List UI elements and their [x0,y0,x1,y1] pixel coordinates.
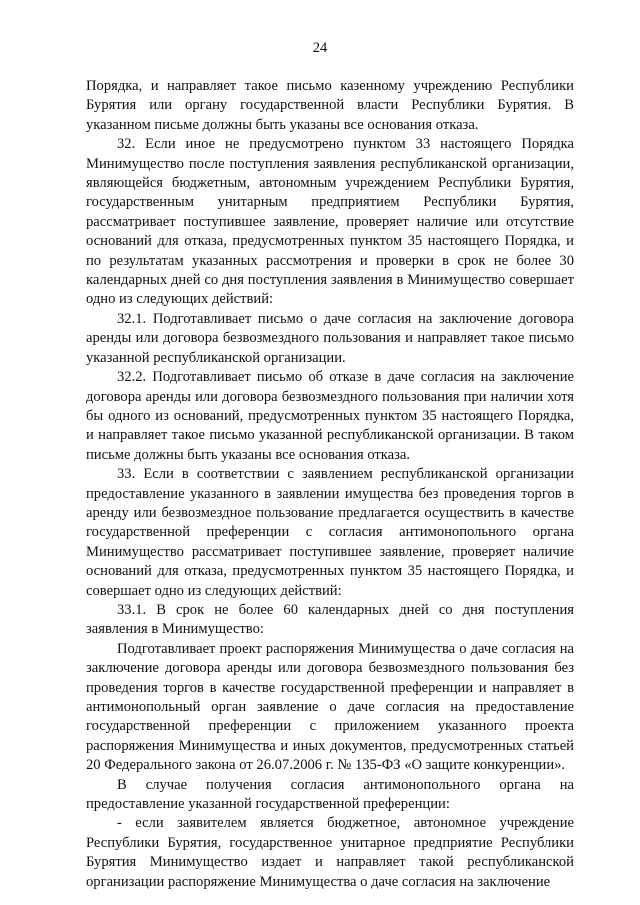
paragraph-clause-33-1: 33.1. В срок не более 60 календарных дней со дня поступления заявления в Минимущество: [86,601,574,638]
paragraph-clause-32-2: 32.2. Подготавливает письмо об отказе в даче согласия на заключение договора аренды или договора безвозмездного пользования при наличии хотя бы одного из оснований, предусмотренных пунктом 35 настоящего Порядка, и направляет такое письмо указанной республиканской организации. В таком письме должны быть указаны все основания отказа. [86,369,574,463]
paragraph-continuation: Порядка, и направляет такое письмо казенному учреждению Республики Бурятия или органу государственной власти Республики Бурятия. В указанном письме должны быть указаны все основания отказа. [86,78,574,133]
document-body [86,77,574,892]
paragraph-clause-33: 33. Если в соответствии с заявлением республиканской организации предоставление указанного в заявлении имущества без проведения торгов в аренду или безвозмездное пользование предлагается осуществить в качестве государственной преференции с согласия антимонопольного органа Минимущество рассматривает поступившее заявление, проверяет наличие оснований для отказа, предусмотренных пунктом 35 настоящего Порядка, и совершает одно из следующих действий: [86,466,574,599]
paragraph-applicant-case: - если заявителем является бюджетное, автономное учреждение Республики Бурятия, государственное унитарное предприятие Республики Бурятия Минимущество издает и направляет такой республиканской организации распоряжение Минимущества о даче согласия на заключение [86,815,574,890]
paragraph-clause-32: 32. Если иное не предусмотрено пунктом 33 настоящего Порядка Минимущество после поступления заявления республиканской организации, являющейся бюджетным, автономным учреждением Республики Бурятия, государственным унитарным предприятием Республики Бурятия, рассматривает поступившее заявление, проверяет наличие или отсутствие оснований для отказа, предусмотренных пунктом 35 настоящего Порядка, и по результатам указанных рассмотрения и проверки в срок не более 30 календарных дней со дня поступления заявления в Минимущество совершает одно из следующих действий: [86,136,574,308]
paragraph-draft-order: Подготавливает проект распоряжения Минимущества о даче согласия на заключение договора аренды или договора безвозмездного пользования без проведения торгов в качестве государственной преференции и направляет в антимонопольный орган заявление о даче согласия на предоставление государственной преференции с приложением указанного проекта распоряжения Минимущества и иных документов, предусмотренных статьей 20 Федерального закона от 26.07.2006 г. № 135-ФЗ «О защите конкуренции». [86,640,574,774]
paragraph-clause-32-1: 32.1. Подготавливает письмо о даче согласия на заключение договора аренды или договора безвозмездного пользования и направляет такое письмо указанной республиканской организации. [86,310,574,366]
paragraph-consent-case: В случае получения согласия антимонопольного органа на предоставление указанной государственной преференции: [86,776,574,813]
page-number: 24 [312,40,328,56]
